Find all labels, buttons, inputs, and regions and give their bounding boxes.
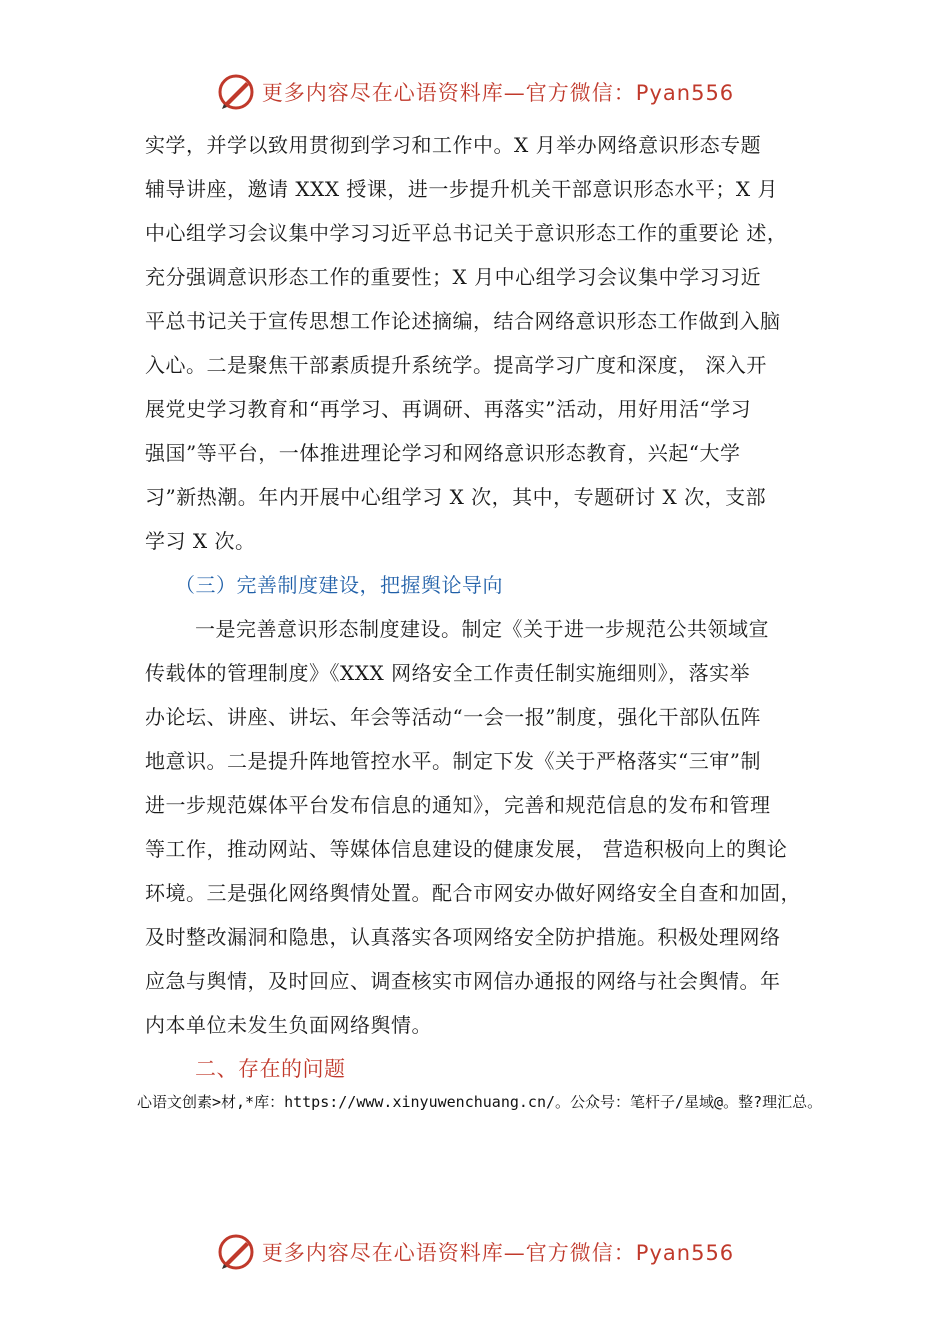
footer-banner [0,1230,950,1274]
body-line: 展党史学习教育和“再学习、再调研、再落实”活动，用好用活“学习 [145,397,752,421]
body-line: 强国”等平台，一体推进理论学习和网络意识形态教育，兴起“大学 [145,441,741,465]
body-line: 学习 X 次。 [145,529,256,553]
pen-logo-icon [216,1232,256,1272]
body-line: 传载体的管理制度》《XXX 网络安全工作责任制实施细则》，落实举 [145,661,751,685]
body-line: 进一步规范媒体平台发布信息的通知》，完善和规范信息的发布和管理 [145,793,771,817]
body-line: 一是完善意识形态制度建设。制定《关于进一步规范公共领域宣 [195,617,769,641]
pen-logo-icon [216,72,256,112]
banner-text: 更多内容尽在心语资料库—官方微信：Pyan556 [261,81,735,105]
body-line: 习”新热潮。年内开展中心组学习 X 次，其中，专题研讨 X 次，支部 [145,485,767,509]
body-line: 入心。二是聚焦干部素质提升系统学。提高学习广度和深度， 深入开 [145,353,767,377]
body-line: 内本单位未发生负面网络舆情。 [145,1013,432,1037]
section-heading-3: （三）完善制度建设，把握舆论导向 [175,573,503,597]
body-line: 及时整改漏洞和隐患，认真落实各项网络安全防护措施。积极处理网络 [145,925,781,949]
body-line: 实学，并学以致用贯彻到学习和工作中。X 月举办网络意识形态专题 [145,133,762,157]
body-line: 环境。三是强化网络舆情处置。配合市网安办做好网络安全自查和加固， [145,881,801,905]
section-heading-2: 二、存在的问题 [195,1057,346,1081]
body-line: 应急与舆情，及时回应、调查核实市网信办通报的网络与社会舆情。年 [145,969,781,993]
body-line: 地意识。二是提升阵地管控水平。制定下发《关于严格落实“三审”制 [145,749,761,773]
header-banner [0,70,950,114]
body-line: 中心组学习会议集中学习习近平总书记关于意识形态工作的重要论 述， [145,221,788,245]
banner-text: 更多内容尽在心语资料库—官方微信：Pyan556 [261,1241,735,1265]
body-line: 平总书记关于宣传思想工作论述摘编，结合网络意识形态工作做到入脑 [145,309,781,333]
body-line: 充分强调意识形态工作的重要性；X 月中心组学习会议集中学习习近 [145,265,762,289]
body-line: 等工作，推动网站、等媒体信息建设的健康发展， 营造积极向上的舆论 [145,837,788,861]
document-body [145,123,825,1091]
body-line: 办论坛、讲座、讲坛、年会等活动“一会一报”制度，强化干部队伍阵 [145,705,761,729]
body-line: 辅导讲座，邀请 XXX 授课，进一步提升机关干部意识形态水平；X 月 [145,177,779,201]
source-note: 心语文创素>材,*库：https://www.xinyuwenchuang.cn/。公众号：笔杆子/星域@。整?理汇总。 [137,1093,823,1111]
